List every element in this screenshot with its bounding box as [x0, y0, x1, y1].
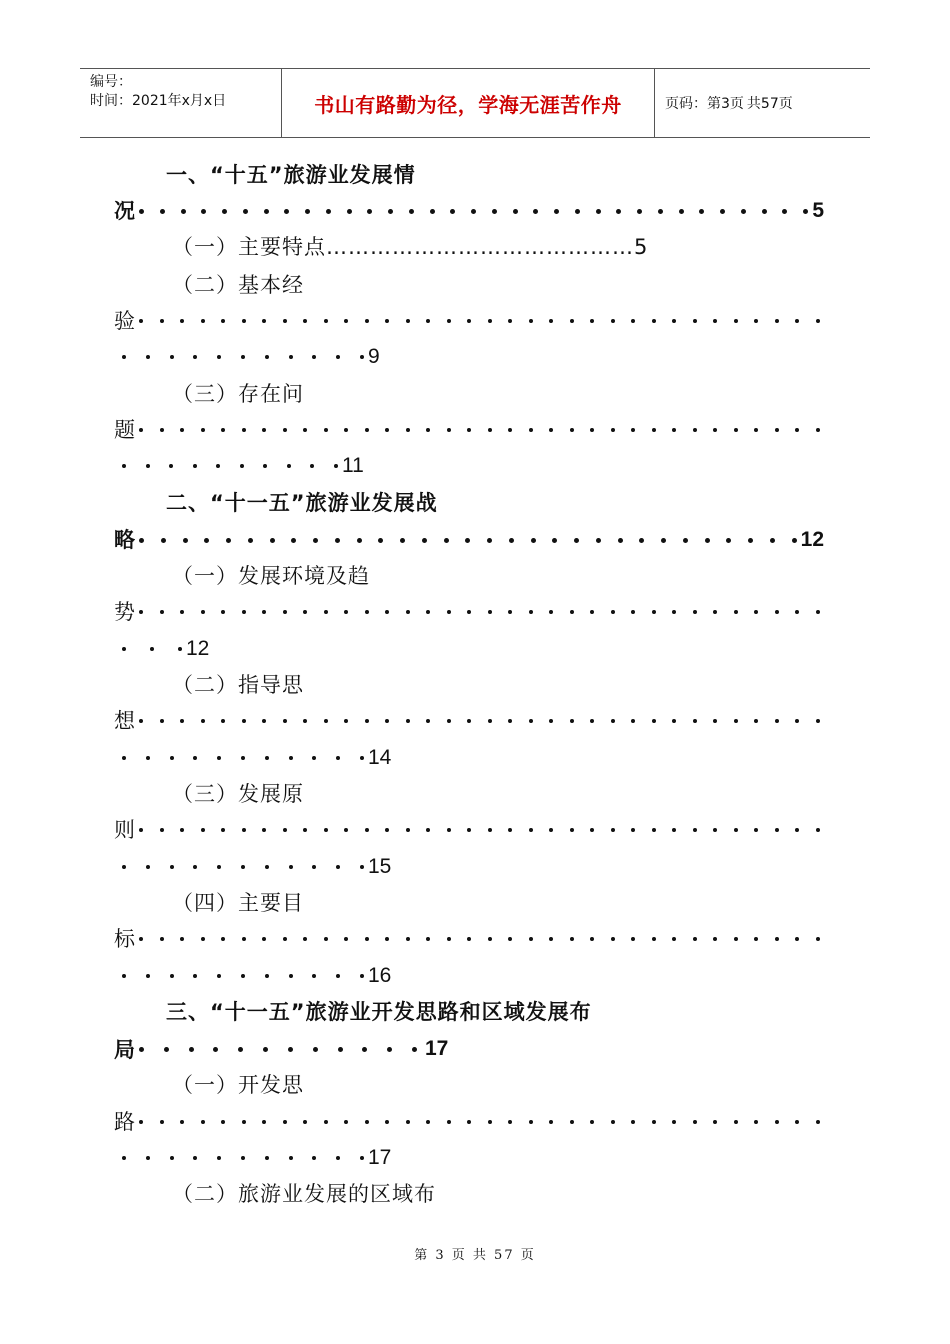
dot-leader — [135, 417, 824, 443]
toc-item-2-1-leader — [114, 599, 824, 625]
toc-item-1-3-title: （三）存在问 — [172, 382, 304, 406]
dot-leader — [135, 708, 824, 734]
toc-item-1-2-title: （二）基本经 — [172, 273, 304, 297]
toc-item-1-3-leader — [114, 417, 824, 443]
toc-item-3-1-leader — [114, 1109, 824, 1135]
dot-leader — [135, 1109, 824, 1135]
toc-section-3-leader — [114, 1036, 448, 1062]
header-page-number: 页码：第3页 — [665, 96, 744, 112]
toc-section-2-page: 12 — [800, 528, 824, 551]
toc-item-2-3-leader-end — [122, 854, 391, 880]
toc-section-3-cont: 局 — [114, 1038, 135, 1062]
toc-item-1-3-page: 11 — [342, 454, 364, 477]
toc-item-1-1: （一）主要特点……………………………………5 — [172, 235, 649, 259]
toc-section-1-leader — [114, 198, 824, 224]
toc-item-2-4-leader-end — [122, 963, 391, 989]
dot-leader — [135, 817, 824, 843]
toc-item-2-3-cont: 则 — [114, 818, 135, 842]
toc-item-3-1-cont: 路 — [114, 1110, 135, 1134]
toc-section-2-cont: 略 — [114, 528, 135, 552]
toc-section-2-title: 二、“十一五”旅游业发展战 — [166, 491, 438, 515]
dot-leader — [122, 963, 364, 989]
header-motto: 书山有路勤为径，学海无涯苦作舟 — [282, 69, 655, 137]
toc-item-1-2-page: 9 — [368, 345, 380, 368]
toc-section-3-title: 三、“十一五”旅游业开发思路和区域发展布 — [166, 1000, 592, 1024]
dot-leader — [122, 745, 364, 771]
toc-item-2-2-cont: 想 — [114, 709, 135, 733]
toc-item-2-3-title: （三）发展原 — [172, 782, 304, 806]
toc-item-2-2-page: 14 — [368, 746, 392, 769]
toc-item-2-1-cont: 势 — [114, 600, 135, 624]
toc-item-2-4-cont: 标 — [114, 927, 135, 951]
toc-section-1-title: 一、“十五”旅游业发展情 — [166, 163, 416, 187]
toc-item-2-3-leader — [114, 817, 824, 843]
page-header — [80, 68, 870, 138]
toc-item-1-2-cont: 验 — [114, 309, 135, 333]
document-number-label: 编号： — [90, 74, 132, 90]
toc-item-1-3-cont: 题 — [114, 418, 135, 442]
toc-item-3-1-page: 17 — [368, 1146, 392, 1169]
toc-item-2-4-page: 16 — [368, 964, 392, 987]
dot-leader — [122, 636, 182, 662]
toc-item-2-1-leader-end — [122, 636, 209, 662]
header-page-total: 共57页 — [746, 96, 793, 112]
toc-item-2-1-page: 12 — [186, 637, 210, 660]
toc-section-1-page: 5 — [812, 199, 824, 222]
toc-section-1-cont: 况 — [114, 199, 135, 223]
header-page-info — [655, 69, 870, 137]
toc-item-1-2-leader — [114, 308, 824, 334]
dot-leader — [135, 308, 824, 334]
toc-item-2-4-title: （四）主要目 — [172, 891, 304, 915]
toc-item-2-3-page: 15 — [368, 855, 392, 878]
toc-section-2-leader — [114, 527, 824, 553]
dot-leader — [135, 599, 824, 625]
dot-leader — [122, 854, 364, 880]
toc-section-3-page: 17 — [425, 1037, 449, 1060]
toc-item-3-1-title: （一）开发思 — [172, 1073, 304, 1097]
dot-leader — [135, 198, 812, 224]
dot-leader — [135, 926, 824, 952]
toc-item-1-3-leader-end — [122, 453, 364, 479]
toc-item-2-2-title: （二）指导思 — [172, 673, 304, 697]
header-meta — [80, 69, 282, 137]
toc-item-3-2-title: （二）旅游业发展的区域布 — [172, 1182, 436, 1206]
page-footer: 第 3 页 共 57 页 — [414, 1248, 536, 1263]
dot-leader — [122, 1145, 364, 1171]
toc-item-3-1-leader-end — [122, 1145, 391, 1171]
document-time-label: 时间：2021年x月x日 — [90, 93, 227, 109]
toc-item-1-2-leader-end — [122, 344, 380, 370]
toc-item-2-4-leader — [114, 926, 824, 952]
dot-leader — [122, 453, 338, 479]
toc-item-2-2-leader-end — [122, 745, 391, 771]
toc-item-2-1-title: （一）发展环境及趋 — [172, 564, 370, 588]
dot-leader — [122, 344, 364, 370]
dot-leader — [135, 1036, 421, 1062]
dot-leader — [135, 527, 801, 553]
toc-item-2-2-leader — [114, 708, 824, 734]
